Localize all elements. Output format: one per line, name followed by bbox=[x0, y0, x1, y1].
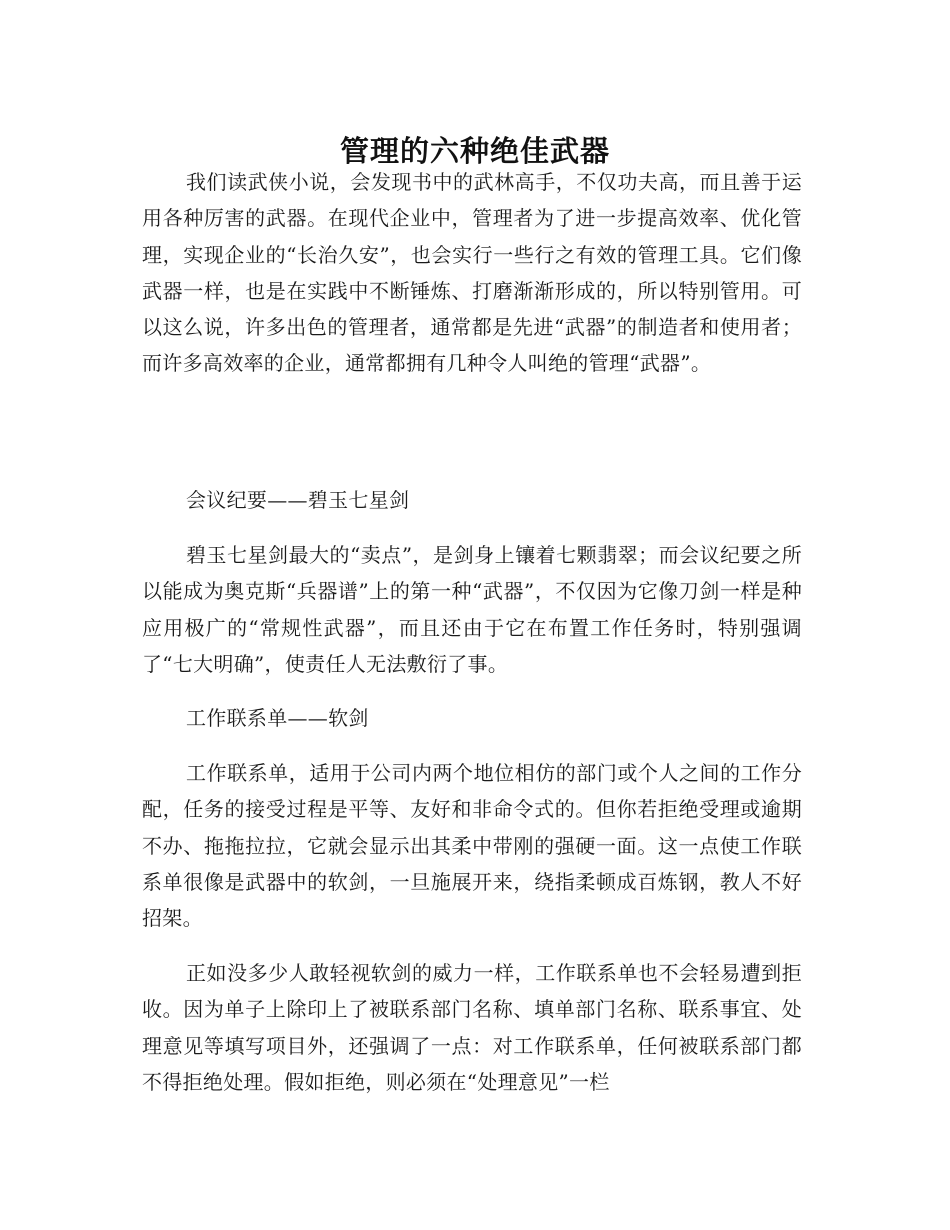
intro-paragraph: 我们读武侠小说，会发现书中的武林高手，不仅功夫高，而且善于运用各种厉害的武器。在现代企业中，管理者为了进一步提高效率、优化管理，实现企业的“长治久安”，也会实行一些行之有效的管理工具。它们像武器一样，也是在实践中不断锤炼、打磨渐渐形成的，所以特别管用。可以这么说，许多出色的管理者，通常都是先进“武器”的制造者和使用者；而许多高效率的企业，通常都拥有几种令人叫绝的管理“武器”。 bbox=[142, 170, 802, 376]
section-paragraph: 工作联系单，适用于公司内两个地位相仿的部门或个人之间的工作分配，任务的接受过程是平等、友好和非命令式的。但你若拒绝受理或逾期不办、拖拖拉拉，它就会显示出其柔中带刚的强硬一面。这一点使工作联系单很像是武器中的软剑，一旦施展开来，绕指柔顿成百炼钢，教人不好招架。 bbox=[142, 761, 802, 931]
document-title: 管理的六种绝佳武器 bbox=[339, 134, 610, 169]
section-heading-work-contact-form: 工作联系单——软剑 bbox=[186, 706, 369, 730]
section-paragraph: 正如没多少人敢轻视软剑的威力一样，工作联系单也不会轻易遭到拒收。因为单子上除印上了被联系部门名称、填单部门名称、联系事宜、处理意见等填写项目外，还强调了一点：对工作联系单，任何被联系部门都不得拒绝处理。假如拒绝，则必须在“处理意见”一栏 bbox=[142, 961, 802, 1094]
section-heading-meeting-minutes: 会议纪要——碧玉七星剑 bbox=[186, 488, 410, 512]
section-paragraph: 碧玉七星剑最大的“卖点”，是剑身上镶着七颗翡翠；而会议纪要之所以能成为奥克斯“兵器谱”上的第一种“武器”，不仅因为它像刀剑一样是种应用极广的“常规性武器”，而且还由于它在布置工作任务时，特别强调了“七大明确”，使责任人无法敷衍了事。 bbox=[142, 543, 802, 676]
